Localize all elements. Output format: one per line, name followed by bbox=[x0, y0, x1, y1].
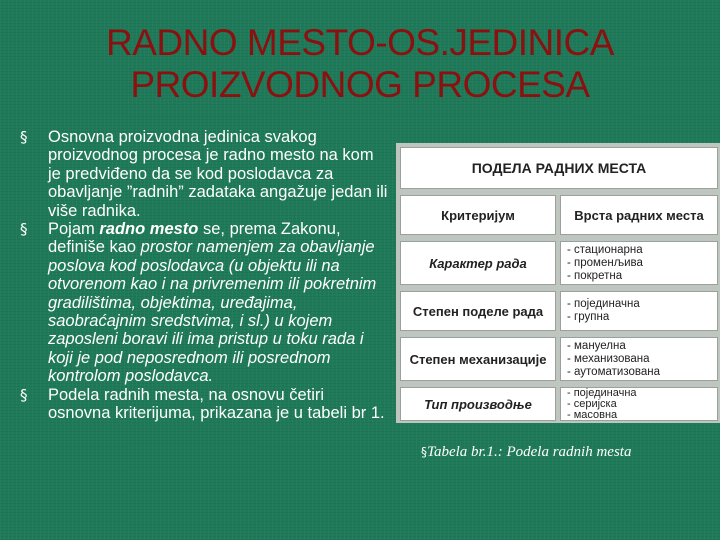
list-item: - појединачна bbox=[567, 298, 640, 310]
table-row-kinds bbox=[560, 291, 718, 331]
column-header-criterion: Критеријум bbox=[400, 195, 556, 235]
bullet-item bbox=[18, 220, 390, 386]
caption-text: Tabela br.1.: Podela radnih mesta bbox=[427, 444, 632, 460]
bullet-icon: § bbox=[20, 128, 28, 146]
work-places-table bbox=[396, 143, 720, 423]
list-item: - стационарна bbox=[567, 244, 643, 256]
list-item: - групна bbox=[567, 311, 610, 323]
bullet-definition: prostor namenjem za obavljanje poslova kod poslodavca (u objektu ili na otvorenom kao i na privremenim ili pokretnim gradilištima, objektima, uređajima, saobraćajnim sredstvima, i sl.) u kojem zaposleni boravi ili ima pristup u toku rada i koji je pod neposrednom ili posrednom kontrolom poslodavca. bbox=[48, 238, 377, 386]
slide-title-line-2: PROIZVODNOG PROCESA bbox=[130, 64, 590, 105]
bullet-icon: § bbox=[20, 220, 28, 239]
list-item: - аутоматизована bbox=[567, 366, 660, 378]
table-title: ПОДЕЛА РАДНИХ МЕСТА bbox=[400, 147, 718, 189]
bullet-text-3: Podela radnih mesta, na osnovu četiri osnovna kriterijuma, prikazana je u tabeli br 1. bbox=[48, 385, 385, 423]
list-item: - масовна bbox=[567, 409, 618, 421]
bullet-list bbox=[18, 128, 390, 423]
table-row-criterion: Степен механизације bbox=[400, 337, 556, 381]
list-item: - променљива bbox=[567, 257, 643, 269]
list-item: - мануелна bbox=[567, 340, 626, 352]
list-item: - појединачна bbox=[567, 387, 637, 399]
slide-title-line-1: RADNO MESTO-OS.JEDINICA bbox=[106, 22, 614, 63]
bullet-text-1: Osnovna proizvodna jedinica svakog proizvodnog procesa je radno mesto na kom je predviđeno da se kod poslodavca za obavljanje ”radnih” zadataka angažuje jedan ili više radnika. bbox=[48, 128, 388, 220]
table-caption bbox=[421, 444, 631, 461]
table-row-criterion: Карактер рада bbox=[400, 241, 556, 285]
bullet-item bbox=[18, 386, 390, 423]
bullet-text-2a: Pojam bbox=[48, 220, 100, 239]
table-row-kinds bbox=[560, 241, 718, 285]
list-item: - покретна bbox=[567, 270, 623, 282]
table-row-criterion: Степен поделе рада bbox=[400, 291, 556, 331]
list-item: - механизована bbox=[567, 353, 650, 365]
bullet-icon: § bbox=[20, 385, 28, 404]
bullet-text-2b: se, prema Zakonu, definiše kao bbox=[48, 220, 341, 257]
slide-title bbox=[0, 22, 720, 106]
bullet-icon: § bbox=[421, 445, 427, 459]
table-row-kinds bbox=[560, 337, 718, 381]
list-item: - серијска bbox=[567, 398, 617, 410]
bullet-item bbox=[18, 128, 390, 220]
term-radno-mesto: radno mesto bbox=[99, 220, 199, 239]
column-header-kind: Врста радних места bbox=[560, 195, 718, 235]
table-row-kinds bbox=[560, 387, 718, 421]
table-row-criterion: Тип производње bbox=[400, 387, 556, 421]
